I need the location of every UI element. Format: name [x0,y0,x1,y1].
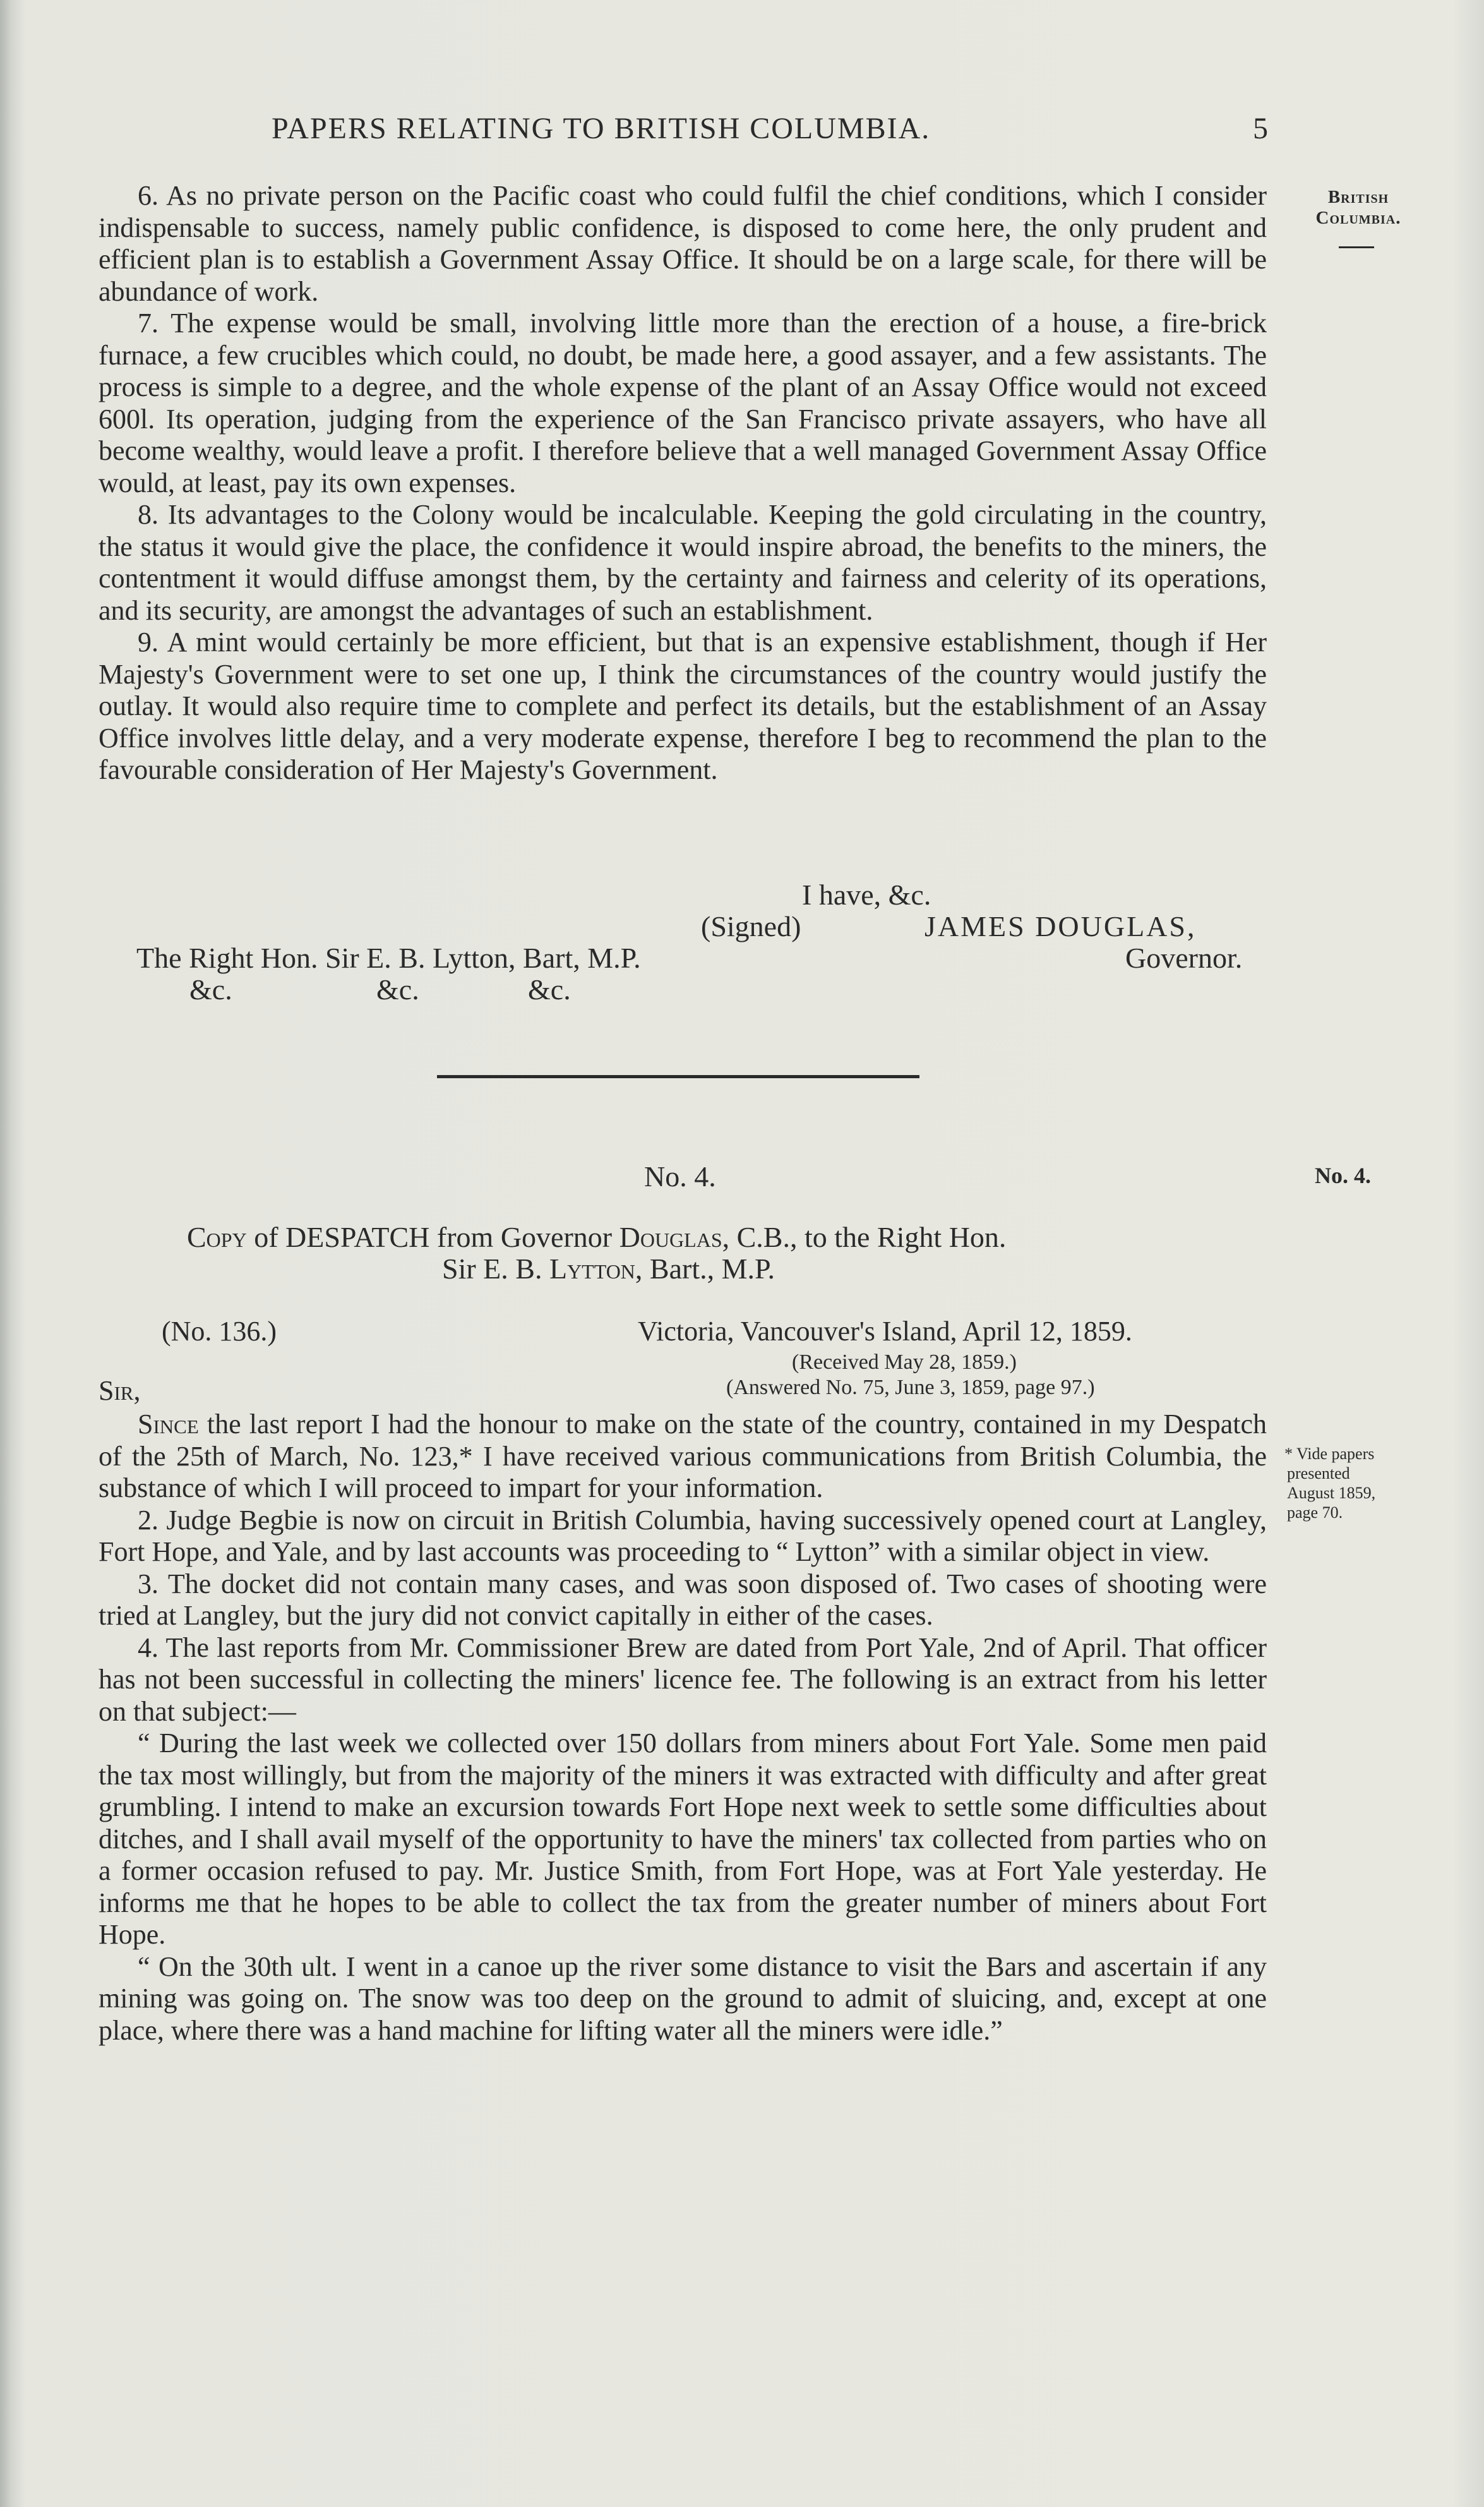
title-pre: Sir E. B. [442,1253,549,1285]
paragraph [99,1409,1267,1505]
title-governor-name: Douglas [619,1221,722,1253]
etc-2: &c. [376,973,419,1006]
despatch-place-date: Victoria, Vancouver's Island, April 12, 1859. [638,1316,1132,1347]
title-post: , Bart., M.P. [635,1253,775,1285]
despatch-title-line-1 [187,1220,1172,1254]
signer-title: Governor. [1125,942,1243,974]
footnote-line: * Vide papers [1284,1445,1375,1463]
signed-label: (Signed) [701,910,801,942]
paragraph: 4. The last reports from Mr. Commissioner Brew are dated from Port Yale, 2nd of April. That officer has not been successful in collecting the miners' licence fee. The following is an extract from his letter on that subject:— [99,1632,1267,1727]
footnote-margin [1284,1444,1423,1522]
margin-note-line: Columbia. [1315,208,1401,228]
title-recipient-name: Lytton [549,1253,635,1285]
paragraph: 3. The docket did not contain many cases, and was soon disposed of. Two cases of shooting were tried at Langley, but the jury did not convict capitally in either of the cases. [99,1568,1267,1631]
signer-name: JAMES DOUGLAS, [925,910,1197,942]
despatch-body [99,1409,1267,2047]
document-number: No. 4. [644,1160,716,1193]
title-post: , C.B., to the Right Hon. [722,1221,1007,1253]
lead-word: Since [138,1409,199,1440]
margin-note-british-columbia [1305,187,1412,229]
etc-3: &c. [528,973,571,1006]
received-note: (Received May 28, 1859.) [792,1350,1017,1374]
despatch-ref-number: (No. 136.) [162,1316,277,1347]
closing: I have, &c. [802,879,931,911]
paragraph: 2. Judge Begbie is now on circuit in British Columbia, having successively opened court at Langley, Fort Hope, and Yale, and by last accounts was proceeding to “ Lytton” with a similar object in view. [99,1504,1267,1567]
despatch-title-line-2 [442,1252,1074,1285]
letter-body [99,180,1267,786]
paragraph-text: the last report I had the honour to make on the state of the country, contained in my Despatch of the 25th of March, No. 123,* I have received various communications from British Columbia, the substance of which I will proceed to impart for your information. [99,1409,1267,1503]
running-header: PAPERS RELATING TO BRITISH COLUMBIA. [272,112,931,145]
title-copy: Copy [187,1221,247,1253]
addressee: The Right Hon. Sir E. B. Lytton, Bart, M.P. [136,942,641,974]
paragraph: 8. Its advantages to the Colony would be incalculable. Keeping the gold circulating in the country, the status it would give the place, the confidence it would inspire abroad, the benefits to the miners, the contentment it would diffuse amongst them, by the certainty and fairness and celerity of its operations, and its security, are amongst the advantages of such an establishment. [99,499,1267,626]
page-number: 5 [1253,112,1268,145]
paragraph: “ During the last week we collected over 150 dollars from miners about Fort Yale. Some men paid the tax most willingly, but from the majority of the miners it was extracted with difficulty and after great grumbling. I intend to make an excursion towards Fort Hope next week to settle some difficulties about ditches, and I shall avail myself of the opportunity to have the miners' tax collected from parties who on a former occasion refused to pay. Mr. Justice Smith, from Fort Hope, was at Fort Yale yesterday. He informs me that he hopes to be able to collect the tax from the greater number of miners about Fort Hope. [99,1728,1267,1950]
margin-dash [1339,246,1374,248]
title-mid: of DESPATCH from Governor [246,1221,619,1253]
footnote-line: page 70. [1287,1503,1343,1522]
paragraph: 6. As no private person on the Pacific coast who could fulfil the chief conditions, which I consider indispensable to success, namely public confidence, is disposed to come here, the only prudent and efficient plan is to establish a Government Assay Office. It should be on a large scale, for there will be abundance of work. [99,180,1267,307]
footnote-line: August 1859, [1287,1484,1376,1502]
paragraph: 9. A mint would certainly be more efficient, but that is an expensive establishment, though if Her Majesty's Government were to set one up, I think the circumstances of the country would justify the outlay. It would also require time to complete and perfect its details, but the establishment of an Assay Office involves little delay, and a very moderate expense, therefore I beg to recommend the plan to the favourable consideration of Her Majesty's Government. [99,627,1267,785]
footnote-line: presented [1287,1464,1350,1482]
paragraph: “ On the 30th ult. I went in a canoe up the river some distance to visit the Bars and ascertain if any mining was going on. The snow was too deep on the ground to admit of sluicing, and, except at one place, where there was a hand machine for lifting water all the miners were idle.” [99,1951,1267,2046]
paragraph: 7. The expense would be small, involving little more than the erection of a house, a fire-brick furnace, a few crucibles which could, no doubt, be made here, a good assayer, and a few assistants. The process is simple to a degree, and the whole expense of the plant of an Assay Office would not exceed 600l. Its operation, judging from the experience of the San Francisco private assayers, who have all become wealthy, would leave a profit. I therefore believe that a well managed Government Assay Office would, at least, pay its own expenses. [99,308,1267,498]
section-divider [437,1075,919,1078]
answered-note: (Answered No. 75, June 3, 1859, page 97.) [726,1376,1095,1399]
salutation: Sir, [99,1375,141,1406]
margin-document-number: No. 4. [1315,1163,1371,1188]
margin-note-line: British [1327,187,1389,207]
etc-1: &c. [189,973,232,1006]
